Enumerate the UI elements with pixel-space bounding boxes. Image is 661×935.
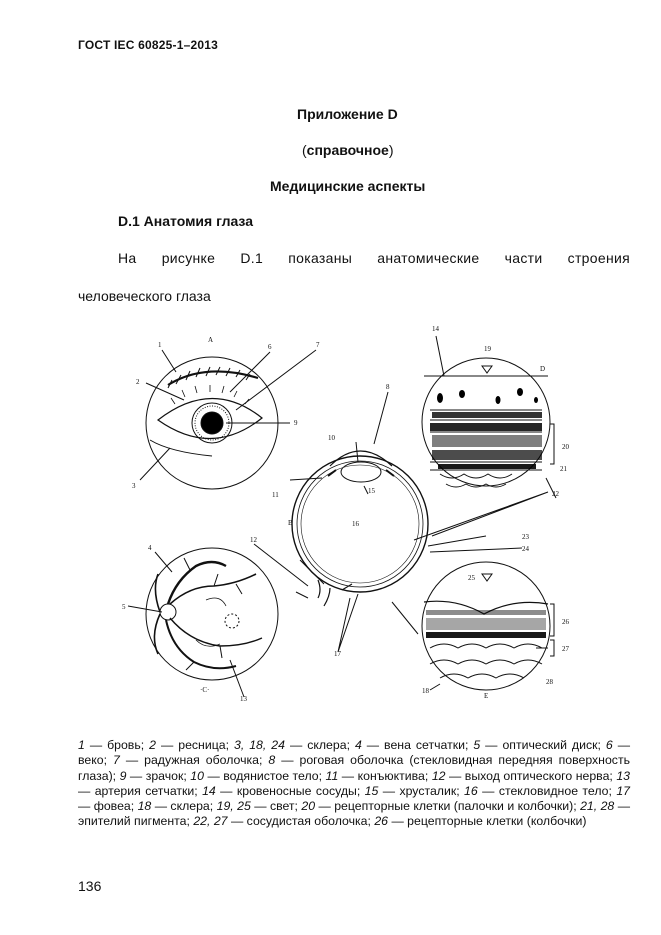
- caption-text: — стекловидное тело;: [477, 783, 617, 798]
- figure-label: 14: [432, 325, 439, 333]
- figure-label: 3: [132, 482, 136, 490]
- figure-label: 26: [562, 618, 569, 626]
- figure-label: 22: [552, 490, 559, 498]
- paragraph-line-2: человеческого глаза: [78, 288, 211, 304]
- word: части: [504, 250, 543, 266]
- figure-label: 24: [522, 545, 529, 553]
- caption-text: — радужная оболочка;: [119, 753, 269, 768]
- caption-number: 22, 27: [193, 814, 228, 829]
- figure-letter: D: [540, 365, 546, 373]
- caption-text: — роговая оболочка (стекловидная передняя поверхность глаза);: [78, 753, 630, 783]
- paren-open: (: [302, 142, 307, 158]
- caption-text: — рецепторные клетки (колбочки): [388, 814, 587, 829]
- word: D.1: [240, 250, 264, 266]
- caption-number: 11: [325, 768, 339, 783]
- caption-text: — вена сетчатки;: [361, 738, 474, 752]
- caption-number: 12: [431, 768, 446, 783]
- caption-number: 7: [113, 753, 120, 768]
- caption-text: — бровь;: [84, 738, 150, 752]
- caption-number: 19, 25: [216, 799, 251, 814]
- word: рисунке: [161, 250, 216, 266]
- caption-text: — веко;: [78, 738, 631, 768]
- caption-number: 14: [202, 783, 216, 798]
- caption-number: 20: [301, 799, 316, 814]
- paren-close: ): [388, 142, 394, 158]
- caption-number: 21, 28: [580, 799, 615, 814]
- figure-label: 16: [352, 520, 359, 528]
- eye-anatomy-figure: [120, 322, 600, 712]
- appendix-type: [302, 142, 393, 158]
- figure-label: 25: [468, 574, 475, 582]
- caption-number: 15: [364, 783, 379, 798]
- caption-text: — зрачок;: [126, 768, 191, 783]
- figure-label: 13: [240, 695, 247, 703]
- caption-text: — сосудистая оболочка;: [227, 814, 375, 829]
- appendix-type-label: справочное: [306, 142, 389, 158]
- caption-number: 2: [149, 738, 156, 752]
- caption-number: 5: [473, 738, 481, 752]
- circle-fundus: [146, 548, 278, 680]
- caption-number: 16: [464, 783, 478, 798]
- figure-label: 6: [268, 343, 272, 351]
- figure-label: 1: [158, 341, 162, 349]
- figure-label: 28: [546, 678, 553, 686]
- appendix-title: Приложение D: [297, 106, 398, 122]
- figure-label: 10: [328, 434, 335, 442]
- document-header: ГОСТ IEC 60825-1–2013: [78, 38, 218, 52]
- caption-text: — водянистое тело;: [203, 768, 326, 783]
- figure-letter: B: [288, 519, 293, 527]
- caption-number: 8: [268, 753, 276, 768]
- caption-text: — кровеносные сосуды;: [215, 783, 365, 798]
- caption-number: 10: [190, 768, 204, 783]
- caption-number: 17: [616, 783, 631, 798]
- caption-text: — конъюктива;: [338, 768, 432, 783]
- figure-label: 21: [560, 465, 567, 473]
- caption-number: 26: [374, 814, 389, 829]
- figure-label: 19: [484, 345, 491, 353]
- caption-text: — склера;: [284, 738, 355, 752]
- caption-text: — рецепторные клетки (палочки и колбочки);: [315, 799, 581, 814]
- caption-text: — свет;: [250, 799, 302, 814]
- word: На: [118, 250, 137, 266]
- figure-label: 27: [562, 645, 569, 653]
- caption-number: 13: [616, 768, 631, 783]
- figure-letter: ·C·: [200, 686, 210, 694]
- figure-label: 20: [562, 443, 569, 451]
- figure-letter: E: [484, 692, 489, 700]
- caption-number: 4: [354, 738, 362, 752]
- caption-text: — оптический диск;: [480, 738, 606, 752]
- caption-number: 9: [119, 768, 127, 783]
- caption-text: — выход оптического нерва;: [445, 768, 617, 783]
- figure-letter: A: [208, 336, 214, 344]
- page-number: 136: [78, 878, 102, 894]
- caption-text: — ресница;: [155, 738, 234, 752]
- figure-label: 7: [316, 341, 320, 349]
- appendix-subtitle: Медицинские аспекты: [270, 178, 426, 194]
- paragraph-line-1: [118, 250, 630, 266]
- figure-label: 12: [250, 536, 257, 544]
- caption-text: — склера;: [151, 799, 217, 814]
- figure-label: 15: [368, 487, 375, 495]
- figure-label: 4: [148, 544, 152, 552]
- word: анатомические: [377, 250, 480, 266]
- figure-label: 11: [272, 491, 279, 499]
- section-heading: D.1 Анатомия глаза: [118, 213, 253, 229]
- caption-number: 6: [605, 738, 613, 752]
- figure-label: 9: [294, 419, 298, 427]
- figure-labels: [122, 325, 570, 703]
- figure-caption: [78, 738, 630, 830]
- caption-text: — артерия сетчатки;: [78, 783, 203, 798]
- figure-label: 18: [422, 687, 429, 695]
- caption-text: — фовеа;: [78, 799, 138, 814]
- figure-label: 2: [136, 378, 140, 386]
- figure-label: 5: [122, 603, 126, 611]
- caption-text: — хрусталик;: [378, 783, 465, 798]
- caption-text: — эпителий пигмента;: [78, 799, 630, 829]
- caption-number: 18: [137, 799, 152, 814]
- figure-label: 8: [386, 383, 390, 391]
- figure-label: 23: [522, 533, 529, 541]
- figure-label: 17: [334, 650, 341, 658]
- eyeball: [292, 456, 428, 592]
- word: строения: [567, 250, 630, 266]
- pupil: [201, 412, 223, 434]
- caption-number: 3, 18, 24: [233, 738, 285, 752]
- caption-number: 1: [78, 738, 85, 752]
- word: показаны: [288, 250, 353, 266]
